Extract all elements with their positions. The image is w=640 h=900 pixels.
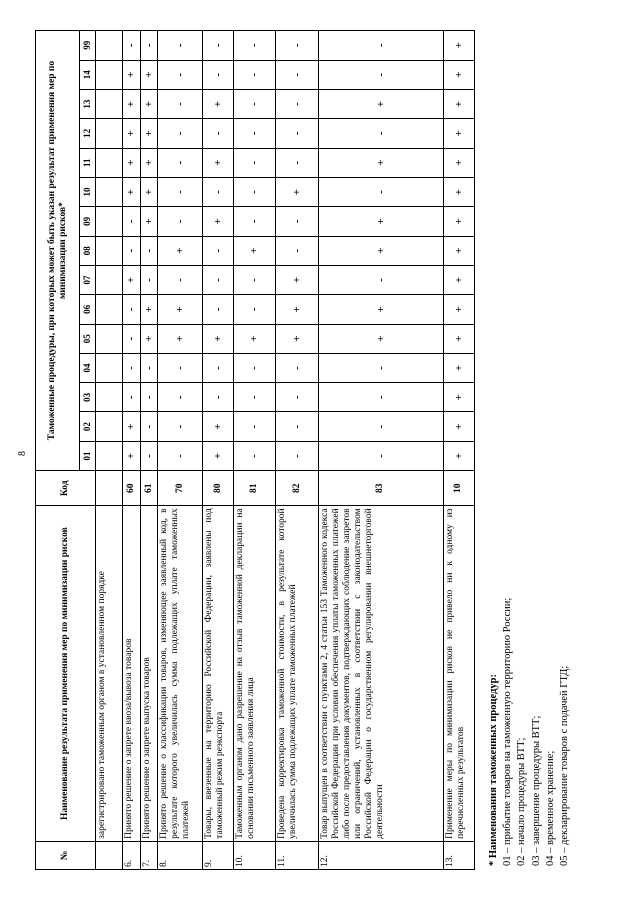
procedure-mark-cell: - — [158, 412, 203, 441]
result-code — [96, 471, 123, 506]
procedure-mark-cell — [96, 295, 123, 324]
procedure-mark-cell: - — [233, 119, 275, 148]
table-body — [96, 31, 475, 870]
procedure-mark-cell — [96, 324, 123, 353]
procedure-mark-cell — [96, 89, 123, 118]
procedure-mark-cell: + — [202, 89, 233, 118]
procedure-mark-cell: - — [318, 31, 443, 61]
procedure-mark-cell: - — [233, 383, 275, 412]
procedure-mark-cell: + — [123, 60, 140, 89]
legend-item: 05 – декларирование товаров с подачей ГТД; — [558, 665, 570, 866]
procedure-mark-cell: + — [233, 236, 275, 265]
procedure-mark-cell: - — [276, 148, 318, 177]
procedure-mark-cell: - — [140, 441, 157, 470]
procedure-mark-cell: - — [123, 353, 140, 382]
procedure-mark-cell: + — [140, 324, 157, 353]
procedure-mark-cell: + — [158, 295, 203, 324]
row-number: 10. — [233, 841, 275, 869]
procedure-mark-cell: - — [202, 31, 233, 61]
procedure-mark-cell: - — [140, 265, 157, 294]
procedure-mark-cell: + — [202, 412, 233, 441]
procedure-code-header: 02 — [80, 412, 96, 441]
header-code: Код — [36, 471, 96, 506]
result-name: зарегистрировано таможенным органом в установленном порядке — [96, 506, 123, 842]
procedure-mark-cell: - — [202, 383, 233, 412]
result-name: Проведена корректировка таможенной стоимости, в результате которой увеличилась сумма подлежащих уплате таможенных платежей — [276, 506, 318, 842]
procedure-mark-cell: - — [233, 412, 275, 441]
procedure-mark-cell: - — [158, 353, 203, 382]
procedure-mark-cell: + — [158, 236, 203, 265]
table-row — [140, 31, 157, 870]
legend-item: 01 – прибытие товаров на таможенную территорию России; — [502, 597, 514, 866]
result-code: 70 — [158, 471, 203, 506]
table-row — [123, 31, 140, 870]
procedure-mark-cell: + — [123, 177, 140, 206]
row-number — [96, 841, 123, 869]
procedure-mark-cell: - — [276, 383, 318, 412]
result-name: Товары, ввезенные на территорию Российской Федерации, заявлены под таможенный режим реэкспорта — [202, 506, 233, 842]
row-number: 8. — [158, 841, 203, 869]
procedure-mark-cell: - — [276, 236, 318, 265]
procedure-mark-cell — [96, 383, 123, 412]
procedure-mark-cell: - — [318, 60, 443, 89]
result-name: Принято решение о запрете ввоза/вывоза товаров — [123, 506, 140, 842]
procedure-mark-cell: + — [123, 148, 140, 177]
procedure-mark-cell: - — [233, 148, 275, 177]
procedure-mark-cell — [96, 177, 123, 206]
procedure-mark-cell: + — [443, 148, 474, 177]
procedure-mark-cell — [96, 353, 123, 382]
row-number: 9. — [202, 841, 233, 869]
procedure-mark-cell: - — [202, 60, 233, 89]
procedure-code-header: 06 — [80, 295, 96, 324]
result-name: Принято решение о запрете выпуска товаров — [140, 506, 157, 842]
procedure-mark-cell: - — [233, 89, 275, 118]
procedure-mark-cell — [96, 148, 123, 177]
procedure-mark-cell: + — [443, 324, 474, 353]
procedure-mark-cell: - — [202, 236, 233, 265]
procedure-code-header: 14 — [80, 60, 96, 89]
result-name: Таможенным органом дано разрешение на отзыв таможенной декларации на основании письменного заявления лица — [233, 506, 275, 842]
procedure-mark-cell: - — [318, 441, 443, 470]
procedure-mark-cell — [96, 207, 123, 236]
procedure-mark-cell: + — [233, 324, 275, 353]
page-number: 8 — [17, 451, 28, 456]
procedure-mark-cell: - — [318, 383, 443, 412]
procedure-mark-cell: + — [443, 177, 474, 206]
procedure-mark-cell: - — [233, 207, 275, 236]
result-code: 80 — [202, 471, 233, 506]
procedure-mark-cell: - — [158, 31, 203, 61]
procedure-mark-cell: + — [123, 412, 140, 441]
procedure-mark-cell: + — [202, 441, 233, 470]
procedures-legend — [487, 36, 572, 866]
procedure-mark-cell: - — [233, 353, 275, 382]
procedure-mark-cell: - — [233, 295, 275, 324]
header-no: № — [36, 841, 96, 869]
procedure-mark-cell: - — [202, 177, 233, 206]
procedure-mark-cell: + — [276, 265, 318, 294]
procedure-mark-cell: + — [443, 441, 474, 470]
procedure-mark-cell: - — [158, 177, 203, 206]
procedure-mark-cell: - — [123, 236, 140, 265]
procedure-mark-cell: - — [202, 353, 233, 382]
procedure-mark-cell: + — [276, 177, 318, 206]
procedure-mark-cell: + — [140, 207, 157, 236]
procedure-mark-cell: + — [202, 324, 233, 353]
procedure-mark-cell: + — [443, 383, 474, 412]
procedure-mark-cell: + — [123, 89, 140, 118]
procedure-mark-cell: - — [202, 265, 233, 294]
procedure-mark-cell: - — [140, 412, 157, 441]
procedure-code-header: 13 — [80, 89, 96, 118]
table-row — [158, 31, 203, 870]
procedure-mark-cell: + — [276, 295, 318, 324]
procedure-code-header: 12 — [80, 119, 96, 148]
risk-results-table — [35, 30, 475, 870]
procedure-mark-cell: + — [443, 236, 474, 265]
procedure-code-header: 99 — [80, 31, 96, 61]
procedure-mark-cell: - — [318, 265, 443, 294]
procedure-mark-cell: - — [140, 31, 157, 61]
procedure-mark-cell: - — [276, 207, 318, 236]
procedure-mark-cell — [96, 412, 123, 441]
header-procedures: Таможенные процедуры, при которых может быть указан результат применения мер по минимизации рисков* — [36, 31, 80, 471]
procedure-mark-cell: + — [318, 89, 443, 118]
procedure-mark-cell: + — [443, 89, 474, 118]
procedure-code-header: 05 — [80, 324, 96, 353]
procedure-mark-cell: - — [158, 148, 203, 177]
procedure-mark-cell — [96, 31, 123, 61]
procedure-mark-cell: + — [318, 148, 443, 177]
table-row — [276, 31, 318, 870]
procedure-mark-cell — [96, 236, 123, 265]
procedure-mark-cell: - — [276, 60, 318, 89]
row-number: 6. — [123, 841, 140, 869]
procedure-code-header: 10 — [80, 177, 96, 206]
procedure-mark-cell: - — [158, 383, 203, 412]
row-number: 13. — [443, 841, 474, 869]
procedure-mark-cell: + — [140, 148, 157, 177]
procedure-mark-cell: - — [158, 119, 203, 148]
procedure-mark-cell: - — [202, 295, 233, 324]
row-number: 11. — [276, 841, 318, 869]
header-name: Наименование результата применения мер по минимизации рисков — [36, 506, 96, 842]
procedure-mark-cell: - — [318, 412, 443, 441]
result-code: 81 — [233, 471, 275, 506]
procedure-mark-cell: - — [233, 177, 275, 206]
procedure-mark-cell: - — [233, 31, 275, 61]
procedure-mark-cell: - — [140, 353, 157, 382]
result-code: 10 — [443, 471, 474, 506]
procedure-mark-cell: - — [123, 383, 140, 412]
procedure-mark-cell: + — [276, 324, 318, 353]
legend-item: 03 – завершение процедуры ВТТ; — [530, 715, 542, 866]
procedure-mark-cell: + — [140, 60, 157, 89]
procedure-mark-cell: + — [443, 119, 474, 148]
procedure-mark-cell: - — [202, 119, 233, 148]
procedure-mark-cell: + — [140, 177, 157, 206]
result-name: Принято решение о классификации товаров, изменяющее заявленный код, в результате которого увеличилась сумма подлежащих уплате таможенных платежей — [158, 506, 203, 842]
procedure-mark-cell: + — [140, 119, 157, 148]
procedure-mark-cell: + — [318, 295, 443, 324]
procedure-code-header: 03 — [80, 383, 96, 412]
legend-items — [501, 36, 572, 866]
procedure-mark-cell: + — [443, 412, 474, 441]
procedure-code-header: 08 — [80, 236, 96, 265]
procedure-mark-cell: - — [158, 265, 203, 294]
result-code: 60 — [123, 471, 140, 506]
procedure-mark-cell — [96, 60, 123, 89]
result-name: Товар выпущен в соответствии с пунктами 2, 4 статьи 153 Таможенного кодекса Российской Федерации при условии обеспечения уплаты таможенных платежей либо после предоставления документов, подтверждающих соблюдение запретов или ограничений, установленных в соответствии с законодательством Российской Федерации о государственном регулировании внешнеторговой деятельности — [318, 506, 443, 842]
procedure-mark-cell: + — [140, 295, 157, 324]
procedure-mark-cell: + — [202, 148, 233, 177]
procedure-mark-cell: + — [443, 265, 474, 294]
procedure-mark-cell: + — [443, 60, 474, 89]
procedure-mark-cell: - — [140, 383, 157, 412]
row-number: 7. — [140, 841, 157, 869]
procedure-mark-cell: - — [158, 441, 203, 470]
procedure-mark-cell: + — [318, 236, 443, 265]
procedure-mark-cell: - — [233, 265, 275, 294]
procedure-mark-cell: - — [123, 324, 140, 353]
procedure-mark-cell — [96, 265, 123, 294]
procedure-mark-cell: + — [158, 324, 203, 353]
table-row — [96, 31, 123, 870]
procedure-mark-cell: + — [123, 265, 140, 294]
procedure-mark-cell: - — [276, 89, 318, 118]
table-row — [233, 31, 275, 870]
procedure-mark-cell: + — [443, 31, 474, 61]
procedure-mark-cell: - — [123, 31, 140, 61]
result-code: 83 — [318, 471, 443, 506]
procedure-mark-cell: + — [443, 353, 474, 382]
procedure-mark-cell: + — [443, 207, 474, 236]
rotated-page-content — [35, 30, 625, 870]
procedure-code-header: 07 — [80, 265, 96, 294]
procedure-mark-cell: - — [318, 119, 443, 148]
legend-title: * Наименования таможенных процедур: — [488, 674, 499, 866]
procedure-mark-cell: + — [140, 89, 157, 118]
procedure-mark-cell: - — [276, 31, 318, 61]
procedure-mark-cell: - — [123, 295, 140, 324]
procedure-mark-cell: - — [123, 207, 140, 236]
procedure-mark-cell: + — [318, 324, 443, 353]
procedure-mark-cell: - — [318, 177, 443, 206]
procedure-mark-cell: + — [123, 119, 140, 148]
procedure-mark-cell: + — [202, 207, 233, 236]
procedure-code-header: 01 — [80, 441, 96, 470]
row-number: 12. — [318, 841, 443, 869]
procedure-mark-cell: - — [233, 60, 275, 89]
procedure-mark-cell: - — [276, 119, 318, 148]
procedure-mark-cell: + — [318, 207, 443, 236]
table-row — [443, 31, 474, 870]
procedure-mark-cell: - — [140, 236, 157, 265]
procedure-mark-cell: - — [158, 207, 203, 236]
procedure-mark-cell — [96, 441, 123, 470]
result-code: 82 — [276, 471, 318, 506]
procedure-mark-cell: - — [158, 60, 203, 89]
procedure-mark-cell — [96, 119, 123, 148]
procedure-mark-cell: - — [233, 441, 275, 470]
table-row — [318, 31, 443, 870]
procedure-mark-cell: - — [318, 353, 443, 382]
legend-item: 02 – начало процедуры ВТТ; — [516, 737, 528, 866]
procedure-code-header: 11 — [80, 148, 96, 177]
procedure-code-header: 09 — [80, 207, 96, 236]
result-name: Применение меры по минимизации рисков не привело ни к одному из перечисленных результатов — [443, 506, 474, 842]
procedure-mark-cell: - — [158, 89, 203, 118]
procedure-mark-cell: - — [276, 441, 318, 470]
table-row — [202, 31, 233, 870]
procedure-mark-cell: - — [276, 353, 318, 382]
legend-item: 04 – временное хранение; — [544, 750, 556, 866]
procedure-mark-cell: + — [443, 295, 474, 324]
procedure-mark-cell: + — [123, 441, 140, 470]
procedure-code-header: 04 — [80, 353, 96, 382]
result-code: 61 — [140, 471, 157, 506]
procedure-mark-cell: - — [276, 412, 318, 441]
